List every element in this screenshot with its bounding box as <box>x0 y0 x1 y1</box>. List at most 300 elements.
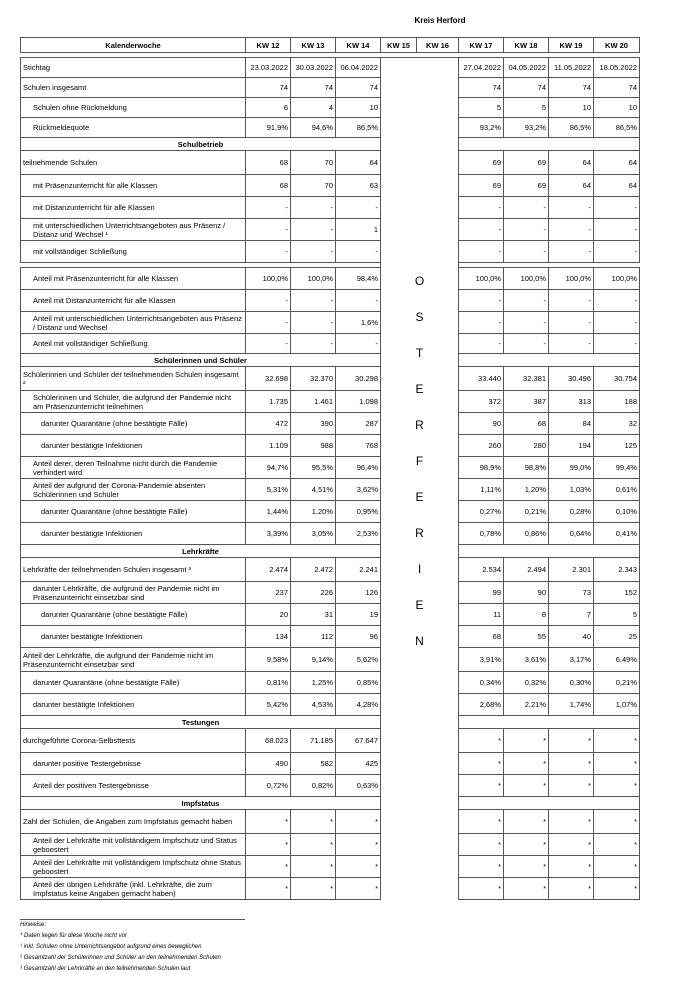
value-cell: 5 <box>594 604 640 626</box>
table-row <box>21 435 640 457</box>
row-label: durchgeführte Corona-Selbsttests <box>21 729 246 753</box>
value-cell: 2.534 <box>459 558 504 582</box>
value-cell: - <box>459 312 504 334</box>
value-cell: 237 <box>246 582 291 604</box>
table-row <box>21 878 640 900</box>
row-label: mit unterschiedlichen Unterrichtsangeboten aus Präsenz / Distanz und Wechsel ¹ <box>21 219 246 241</box>
value-cell: 98,9% <box>459 457 504 479</box>
value-cell: 84 <box>549 413 594 435</box>
value-cell: 32 <box>594 413 640 435</box>
table-row <box>21 856 640 878</box>
value-cell: * <box>504 775 549 797</box>
week-header: KW 20 <box>594 38 640 53</box>
row-label: darunter Quarantäne (ohne bestätigte Fälle) <box>21 604 246 626</box>
value-cell: 91,9% <box>246 118 291 138</box>
section-title: Testungen <box>21 716 381 729</box>
value-cell: 0,32% <box>504 672 549 694</box>
value-cell: 188 <box>594 391 640 413</box>
section-header-row <box>21 354 640 367</box>
value-cell: 387 <box>504 391 549 413</box>
osterferien-letter: T <box>415 346 424 360</box>
table-row <box>21 753 640 775</box>
row-label: darunter bestätigte Infektionen <box>21 694 246 716</box>
value-cell: 0,34% <box>459 672 504 694</box>
value-cell: 5,31% <box>246 479 291 501</box>
page-title: Kreis Herford <box>414 16 466 25</box>
value-cell: 70 <box>291 151 336 175</box>
value-cell: 2,21% <box>504 694 549 716</box>
value-cell: 472 <box>246 413 291 435</box>
section-header-row <box>21 797 640 810</box>
row-label: darunter bestätigte Infektionen <box>21 626 246 648</box>
value-cell: - <box>459 290 504 312</box>
value-cell: - <box>246 241 291 263</box>
value-cell: 4,51% <box>291 479 336 501</box>
value-cell: 3,91% <box>459 648 504 672</box>
row-label: darunter Quarantäne (ohne bestätigte Fälle) <box>21 672 246 694</box>
value-cell: 0,41% <box>594 523 640 545</box>
value-cell: 100,0% <box>549 268 594 290</box>
value-cell: 0,28% <box>549 501 594 523</box>
value-cell: 2,53% <box>336 523 381 545</box>
row-label: Rückmeldequote <box>21 118 246 138</box>
value-cell: 10 <box>336 98 381 118</box>
table-row <box>21 479 640 501</box>
value-cell: * <box>459 775 504 797</box>
value-cell: 100,0% <box>504 268 549 290</box>
value-cell: 74 <box>504 78 549 98</box>
value-cell: 3,05% <box>291 523 336 545</box>
value-cell: 69 <box>459 175 504 197</box>
value-cell: 226 <box>291 582 336 604</box>
row-label: Anteil der übrigen Lehrkräfte (inkl. Lehrkräfte, die zum Impfstatus keine Angaben gemacht haben) <box>21 878 246 900</box>
value-cell: 96,4% <box>336 457 381 479</box>
value-cell: - <box>246 219 291 241</box>
value-cell: - <box>336 197 381 219</box>
value-cell: 3,17% <box>549 648 594 672</box>
value-cell: 1,11% <box>459 479 504 501</box>
value-cell: - <box>549 312 594 334</box>
value-cell: 1,07% <box>594 694 640 716</box>
value-cell: 9,58% <box>246 648 291 672</box>
value-cell: - <box>459 197 504 219</box>
value-cell: 98,8% <box>504 457 549 479</box>
value-cell: - <box>504 241 549 263</box>
value-cell: 100,0% <box>246 268 291 290</box>
table-row <box>21 268 640 290</box>
section-title: Lehrkräfte <box>21 545 381 558</box>
value-cell: 98,4% <box>336 268 381 290</box>
table-row <box>21 413 640 435</box>
value-cell: - <box>594 219 640 241</box>
footnote-line: * Daten liegen für diese Woche nicht vor <box>20 933 128 939</box>
value-cell: * <box>336 834 381 856</box>
row-label: darunter Quarantäne (ohne bestätigte Fälle) <box>21 413 246 435</box>
value-cell: 1,20% <box>504 479 549 501</box>
row-label: Anteil der aufgrund der Corona-Pandemie absenten Schülerinnen und Schüler <box>21 479 246 501</box>
table-row <box>21 457 640 479</box>
row-label: Schülerinnen und Schüler der teilnehmenden Schulen insgesamt ² <box>21 367 246 391</box>
value-cell: * <box>246 878 291 900</box>
row-label: Schulen insgesamt <box>21 78 246 98</box>
value-cell: * <box>594 753 640 775</box>
row-label: darunter bestätigte Infektionen <box>21 523 246 545</box>
section-spacer <box>459 354 640 367</box>
value-cell: 1,6% <box>336 312 381 334</box>
value-cell: 4,53% <box>291 694 336 716</box>
value-cell: 372 <box>459 391 504 413</box>
value-cell: 94,6% <box>291 118 336 138</box>
value-cell: - <box>594 312 640 334</box>
section-header-row <box>21 138 640 151</box>
value-cell: * <box>336 810 381 834</box>
osterferien-letters <box>383 58 456 659</box>
value-cell: * <box>459 878 504 900</box>
value-cell: 30.298 <box>336 367 381 391</box>
osterferien-letter: R <box>415 418 424 432</box>
table-row <box>21 775 640 797</box>
value-cell: 0,86% <box>504 523 549 545</box>
value-cell: * <box>549 753 594 775</box>
value-cell: 768 <box>336 435 381 457</box>
value-cell: - <box>291 241 336 263</box>
footnote-line: ² Gesamtzahl der Schülerinnen und Schüler an den teilnehmenden Schulen <box>20 955 221 961</box>
value-cell: - <box>291 219 336 241</box>
value-cell: 2.494 <box>504 558 549 582</box>
value-cell: * <box>504 878 549 900</box>
table-row <box>21 694 640 716</box>
value-cell: 6,49% <box>594 648 640 672</box>
value-cell: 90 <box>504 582 549 604</box>
table-row <box>21 197 640 219</box>
value-cell: 3,61% <box>504 648 549 672</box>
value-cell: 1 <box>336 219 381 241</box>
value-cell: * <box>336 878 381 900</box>
value-cell: 280 <box>504 435 549 457</box>
value-cell: * <box>549 775 594 797</box>
value-cell: 30.754 <box>594 367 640 391</box>
table-row <box>21 810 640 834</box>
value-cell: - <box>594 334 640 354</box>
osterferien-letter: F <box>415 454 424 468</box>
value-cell: 0,85% <box>336 672 381 694</box>
value-cell: 68 <box>246 151 291 175</box>
row-label: mit Distanzunterricht für alle Klassen <box>21 197 246 219</box>
value-cell: * <box>246 856 291 878</box>
value-cell: 0,63% <box>336 775 381 797</box>
value-cell: 33.440 <box>459 367 504 391</box>
value-cell: 99,4% <box>594 457 640 479</box>
table-row <box>21 648 640 672</box>
table-row <box>21 626 640 648</box>
value-cell: - <box>459 219 504 241</box>
value-cell: * <box>594 775 640 797</box>
value-cell: 100,0% <box>291 268 336 290</box>
value-cell: * <box>549 729 594 753</box>
value-cell: 95,5% <box>291 457 336 479</box>
row-label: Lehrkräfte der teilnehmenden Schulen insgesamt ³ <box>21 558 246 582</box>
value-cell: 152 <box>594 582 640 604</box>
week-header: KW 14 <box>336 38 381 53</box>
value-cell: * <box>459 810 504 834</box>
row-label: teilnehmende Schulen <box>21 151 246 175</box>
value-cell: 126 <box>336 582 381 604</box>
osterferien-letter: E <box>415 490 424 504</box>
table-row <box>21 391 640 413</box>
value-cell: 64 <box>594 175 640 197</box>
value-cell: 260 <box>459 435 504 457</box>
value-cell: 32.698 <box>246 367 291 391</box>
value-cell: 100,0% <box>459 268 504 290</box>
date-cell: 27.04.2022 <box>459 58 504 78</box>
footnotes <box>20 917 245 975</box>
value-cell: 70 <box>291 175 336 197</box>
value-cell: 2.474 <box>246 558 291 582</box>
row-label: Anteil mit Distanzunterricht für alle Klassen <box>21 290 246 312</box>
value-cell: 0,78% <box>459 523 504 545</box>
value-cell: 2.301 <box>549 558 594 582</box>
row-label: darunter Quarantäne (ohne bestätigte Fälle) <box>21 501 246 523</box>
value-cell: * <box>291 856 336 878</box>
value-cell: * <box>459 856 504 878</box>
value-cell: 68 <box>459 626 504 648</box>
row-label: Anteil mit vollständiger Schließung <box>21 334 246 354</box>
value-cell: 93,2% <box>459 118 504 138</box>
value-cell: 0,95% <box>336 501 381 523</box>
value-cell: - <box>504 197 549 219</box>
value-cell: 134 <box>246 626 291 648</box>
row-label: Anteil der Lehrkräfte, die aufgrund der Pandemie nicht im Präsenzunterricht einsetzbar sind <box>21 648 246 672</box>
value-cell: 0,82% <box>291 775 336 797</box>
value-cell: 74 <box>291 78 336 98</box>
value-cell: 988 <box>291 435 336 457</box>
value-cell: 9,14% <box>291 648 336 672</box>
table-row <box>21 834 640 856</box>
value-cell: 1,44% <box>246 501 291 523</box>
date-cell: 18.05.2022 <box>594 58 640 78</box>
value-cell: - <box>291 290 336 312</box>
value-cell: * <box>549 834 594 856</box>
value-cell: 99 <box>459 582 504 604</box>
row-label: Anteil mit Präsenzunterricht für alle Klassen <box>21 268 246 290</box>
row-label: darunter positive Testergebnisse <box>21 753 246 775</box>
value-cell: - <box>291 334 336 354</box>
header-label: Kalenderwoche <box>21 38 246 53</box>
value-cell: 55 <box>504 626 549 648</box>
value-cell: 0,21% <box>594 672 640 694</box>
value-cell: 1.735 <box>246 391 291 413</box>
value-cell: 3,62% <box>336 479 381 501</box>
value-cell: * <box>504 856 549 878</box>
value-cell: - <box>594 197 640 219</box>
value-cell: * <box>549 878 594 900</box>
value-cell: 68.023 <box>246 729 291 753</box>
value-cell: 25 <box>594 626 640 648</box>
value-cell: 0,72% <box>246 775 291 797</box>
table-row <box>21 582 640 604</box>
osterferien-letter: I <box>417 562 422 576</box>
value-cell: 1,20% <box>291 501 336 523</box>
table-row <box>21 118 640 138</box>
value-cell: - <box>291 197 336 219</box>
row-label: Zahl der Schulen, die Angaben zum Impfstatus gemacht haben <box>21 810 246 834</box>
row-label: Schulen ohne Rückmeldung <box>21 98 246 118</box>
value-cell: * <box>336 856 381 878</box>
value-cell: 1.098 <box>336 391 381 413</box>
value-cell: - <box>336 290 381 312</box>
section-spacer <box>459 797 640 810</box>
value-cell: 68 <box>504 413 549 435</box>
value-cell: - <box>594 290 640 312</box>
value-cell: * <box>246 810 291 834</box>
value-cell: 2,68% <box>459 694 504 716</box>
value-cell: 2.241 <box>336 558 381 582</box>
osterferien-letter: S <box>415 310 424 324</box>
osterferien-column <box>381 58 459 900</box>
osterferien-letter: R <box>415 526 424 540</box>
week-header: KW 12 <box>246 38 291 53</box>
value-cell: - <box>336 241 381 263</box>
value-cell: 194 <box>549 435 594 457</box>
value-cell: 5,62% <box>336 648 381 672</box>
value-cell: 93,2% <box>504 118 549 138</box>
week-header: KW 16 <box>417 38 459 53</box>
table-row <box>21 151 640 175</box>
section-header-row <box>21 545 640 558</box>
value-cell: - <box>246 334 291 354</box>
table-row <box>21 367 640 391</box>
value-cell: 74 <box>246 78 291 98</box>
osterferien-letter: E <box>415 598 424 612</box>
value-cell: * <box>246 834 291 856</box>
table-body <box>21 53 640 900</box>
row-label: Anteil der Lehrkräfte mit vollständigem Impfschutz und Status geboostert <box>21 834 246 856</box>
date-cell: 06.04.2022 <box>336 58 381 78</box>
row-label: Anteil mit unterschiedlichen Unterrichtsangeboten aus Präsenz / Distanz und Wechsel <box>21 312 246 334</box>
value-cell: * <box>504 729 549 753</box>
value-cell: 19 <box>336 604 381 626</box>
table-row <box>21 219 640 241</box>
table-row <box>21 98 640 118</box>
value-cell: 69 <box>504 175 549 197</box>
value-cell: - <box>504 219 549 241</box>
value-cell: 64 <box>549 151 594 175</box>
footnote-heading: Hinweise: <box>20 922 47 928</box>
value-cell: * <box>594 729 640 753</box>
value-cell: 94,7% <box>246 457 291 479</box>
value-cell: * <box>594 834 640 856</box>
value-cell: 313 <box>549 391 594 413</box>
row-label: darunter Lehrkräfte, die aufgrund der Pandemie nicht im Präsenzunterricht einsetzbar sind <box>21 582 246 604</box>
table-row <box>21 290 640 312</box>
value-cell: 7 <box>549 604 594 626</box>
value-cell: * <box>459 729 504 753</box>
weekly-report-table <box>20 37 640 900</box>
value-cell: 73 <box>549 582 594 604</box>
week-header: KW 13 <box>291 38 336 53</box>
value-cell: 10 <box>549 98 594 118</box>
footnote-line: ³ Gesamtzahl der Lehrkräfte an den teilnehmenden Schulen laut <box>20 966 191 972</box>
value-cell: 99,0% <box>549 457 594 479</box>
value-cell: 31 <box>291 604 336 626</box>
value-cell: 287 <box>336 413 381 435</box>
value-cell: 1,74% <box>549 694 594 716</box>
section-spacer <box>459 716 640 729</box>
value-cell: 8 <box>504 604 549 626</box>
value-cell: 32.370 <box>291 367 336 391</box>
row-label: Anteil der positiven Testergebnisse <box>21 775 246 797</box>
osterferien-letter: E <box>415 382 424 396</box>
value-cell: - <box>549 197 594 219</box>
week-header: KW 19 <box>549 38 594 53</box>
value-cell: 0,61% <box>594 479 640 501</box>
value-cell: - <box>246 290 291 312</box>
row-label: Schülerinnen und Schüler, die aufgrund der Pandemie nicht am Präsenzunterricht teilnehmen <box>21 391 246 413</box>
value-cell: 5 <box>459 98 504 118</box>
value-cell: * <box>549 810 594 834</box>
value-cell: - <box>549 241 594 263</box>
value-cell: 1.461 <box>291 391 336 413</box>
value-cell: - <box>549 290 594 312</box>
value-cell: * <box>504 810 549 834</box>
value-cell: - <box>549 219 594 241</box>
value-cell: 1,25% <box>291 672 336 694</box>
value-cell: 74 <box>549 78 594 98</box>
value-cell: 86,5% <box>594 118 640 138</box>
value-cell: 86,5% <box>549 118 594 138</box>
value-cell: 2.472 <box>291 558 336 582</box>
value-cell: 0,10% <box>594 501 640 523</box>
value-cell: * <box>504 834 549 856</box>
value-cell: * <box>291 810 336 834</box>
row-label: mit Präsenzunterricht für alle Klassen <box>21 175 246 197</box>
value-cell: * <box>594 810 640 834</box>
table-row <box>21 558 640 582</box>
value-cell: * <box>594 856 640 878</box>
value-cell: * <box>291 878 336 900</box>
value-cell: 125 <box>594 435 640 457</box>
value-cell: 2.343 <box>594 558 640 582</box>
row-label: Stichtag <box>21 58 246 78</box>
value-cell: 11 <box>459 604 504 626</box>
section-header-row <box>21 716 640 729</box>
value-cell: 0,64% <box>549 523 594 545</box>
value-cell: 10 <box>594 98 640 118</box>
value-cell: 0,21% <box>504 501 549 523</box>
section-spacer <box>459 545 640 558</box>
value-cell: 74 <box>459 78 504 98</box>
value-cell: - <box>549 334 594 354</box>
value-cell: 67.647 <box>336 729 381 753</box>
value-cell: 86,5% <box>336 118 381 138</box>
table-row <box>21 312 640 334</box>
value-cell: 69 <box>504 151 549 175</box>
value-cell: 64 <box>549 175 594 197</box>
value-cell: 68 <box>246 175 291 197</box>
row-label: Anteil derer, deren Teilnahme nicht durch die Pandemie verhindert wird <box>21 457 246 479</box>
value-cell: 74 <box>336 78 381 98</box>
value-cell: * <box>291 834 336 856</box>
osterferien-letter: O <box>414 274 425 288</box>
value-cell: - <box>504 312 549 334</box>
value-cell: 4,28% <box>336 694 381 716</box>
value-cell: - <box>594 241 640 263</box>
value-cell: 0,81% <box>246 672 291 694</box>
value-cell: 100,0% <box>594 268 640 290</box>
date-cell: 30.03.2022 <box>291 58 336 78</box>
value-cell: 64 <box>336 151 381 175</box>
value-cell: 71.185 <box>291 729 336 753</box>
